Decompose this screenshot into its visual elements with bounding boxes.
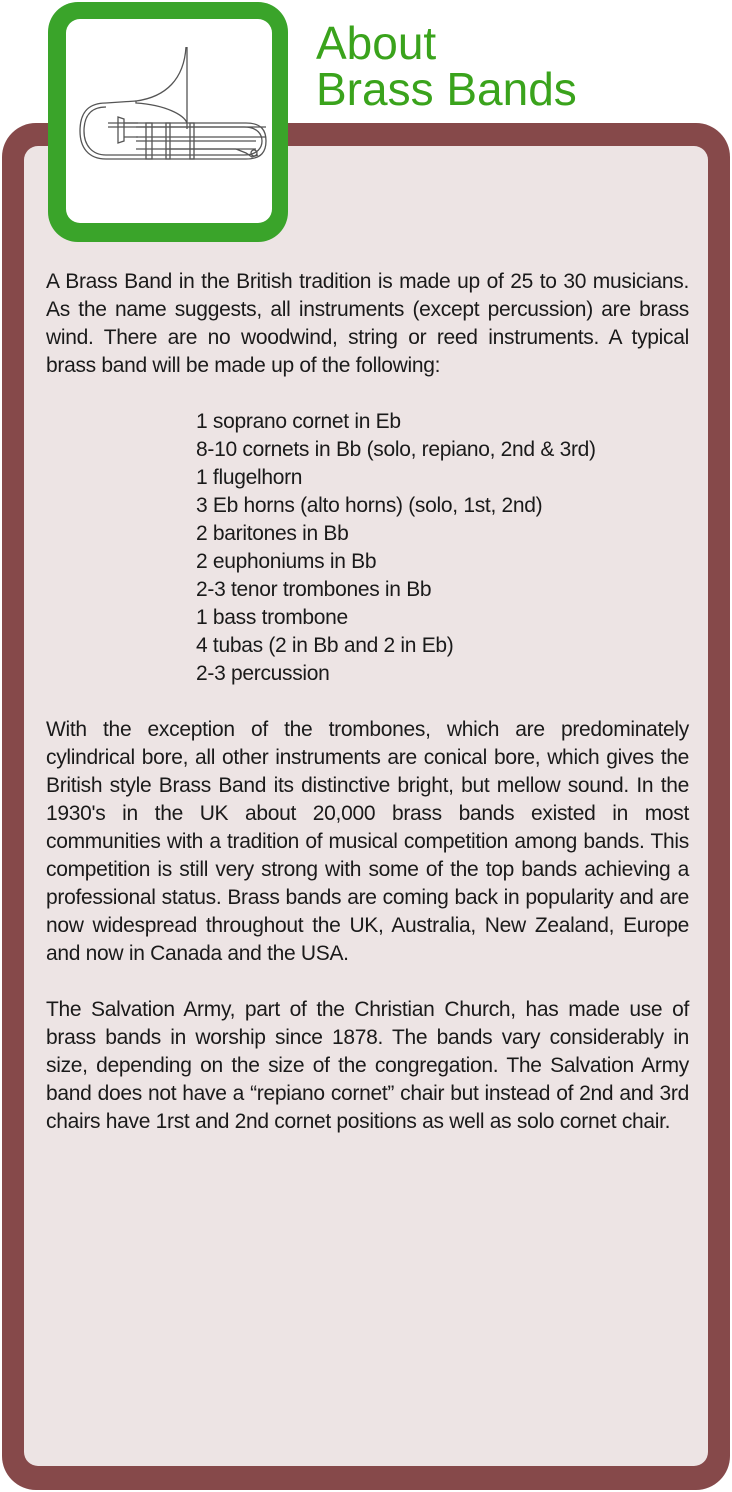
salvation-army-paragraph: The Salvation Army, part of the Christian Church, has made use of brass bands in worship since 1878. The bands vary considerably in size, depending on the size of the congregation. The Salvation Army band does not have a “repiano cornet” chair but instead of 2nd and 3rd chairs have 1rst and 2nd cornet positions as well as solo cornet chair. <box>46 998 689 1133</box>
list-item: 1 flugelhorn <box>196 466 303 489</box>
title-line-2: Brass Bands <box>316 63 577 115</box>
list-item: 2-3 tenor trombones in Bb <box>196 578 432 601</box>
list-item: 1 soprano cornet in Eb <box>196 410 401 433</box>
trombone-icon <box>66 19 272 223</box>
list-item: 2 euphoniums in Bb <box>196 550 377 573</box>
list-item: 1 bass trombone <box>196 606 348 629</box>
list-item: 4 tubas (2 in Bb and 2 in Eb) <box>196 634 454 657</box>
page-title <box>316 17 577 115</box>
intro-paragraph: A Brass Band in the British tradition is made up of 25 to 30 musicians. As the name suggests, all instruments (except percussion) are brass wind. There are no woodwind, string or reed instruments. A typical brass band will be made up of the following: <box>46 270 689 377</box>
instrument-list <box>196 408 689 688</box>
list-item: 2 baritones in Bb <box>196 522 349 545</box>
title-line-1: About <box>316 17 437 69</box>
list-item: 2-3 percussion <box>196 662 330 685</box>
article-body <box>46 268 689 1136</box>
list-item: 3 Eb horns (alto horns) (solo, 1st, 2nd) <box>196 494 543 517</box>
history-paragraph: With the exception of the trombones, which are predominately cylindrical bore, all other instruments are conical bore, which gives the British style Brass Band its distinctive bright, but mellow sound. In the 1930's in the UK about 20,000 brass bands existed in most communities with a tradition of musical competition among bands. This competition is still very strong with some of the top bands achieving a professional status. Brass bands are coming back in popularity and are now widespread throughout the UK, Australia, New Zealand, Europe and now in Canada and the USA. <box>46 718 689 965</box>
list-item: 8-10 cornets in Bb (solo, repiano, 2nd & 3rd) <box>196 438 596 461</box>
